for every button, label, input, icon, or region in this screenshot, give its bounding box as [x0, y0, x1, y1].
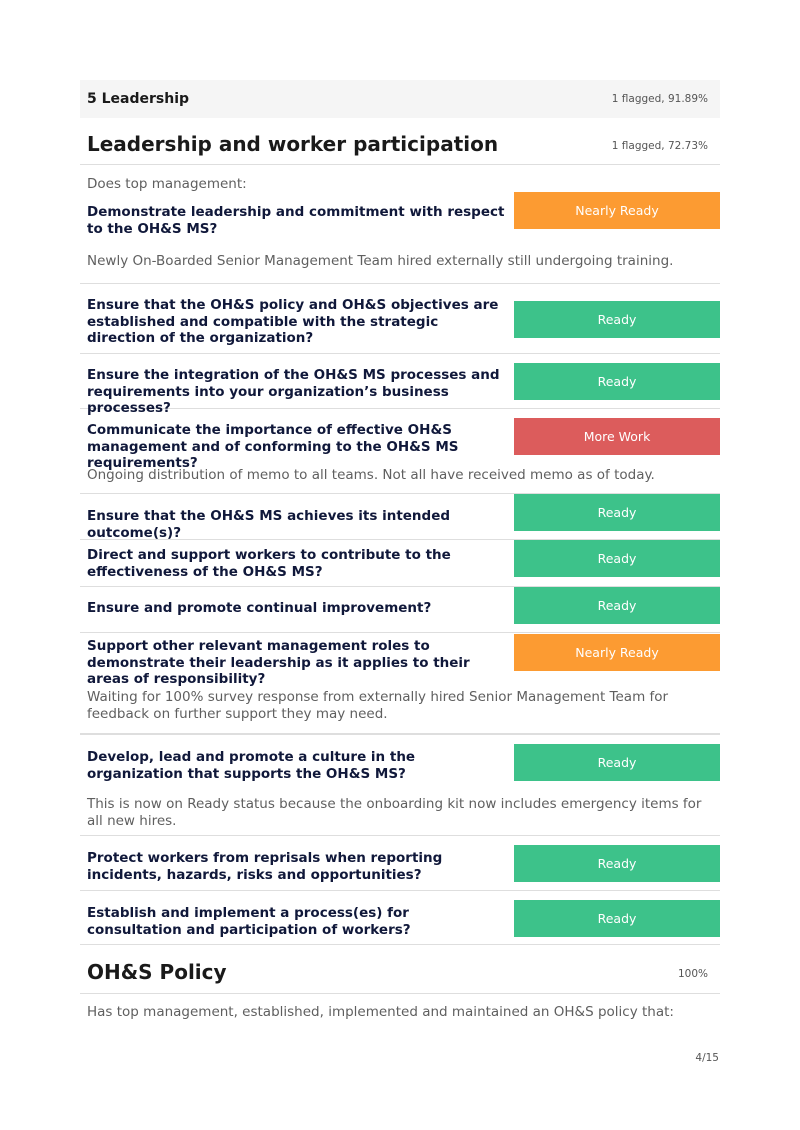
- page-number: 4/15: [695, 1052, 719, 1064]
- policy-score: 100%: [677, 968, 708, 980]
- question-text: Demonstrate leadership and commitment with respect to the OH&S MS?: [87, 204, 505, 237]
- status-badge-ready[interactable]: Ready: [514, 900, 720, 937]
- question-row: [80, 633, 720, 687]
- status-badge-ready[interactable]: Ready: [514, 494, 720, 531]
- status-badge-ready[interactable]: Ready: [514, 587, 720, 624]
- question-text: Ensure and promote continual improvement?: [87, 600, 432, 616]
- question-text: Protect workers from reprisals when reporting incidents, hazards, risks and opportunities?: [87, 850, 443, 883]
- question-text: Ensure that the OH&S policy and OH&S objectives are established and compatible with the strategic direction of the organization?: [87, 297, 499, 346]
- policy-header: [80, 945, 720, 994]
- question-text: Ensure that the OH&S MS achieves its intended outcome(s)?: [87, 508, 451, 541]
- question-text: Develop, lead and promote a culture in the organization that supports the OH&S MS?: [87, 749, 416, 782]
- question-row: [80, 354, 720, 416]
- question-row: [80, 540, 720, 587]
- question-row: [80, 735, 720, 790]
- policy-intro: Has top management, established, implemented and maintained an OH&S policy that:: [87, 1004, 674, 1020]
- question-row: [80, 284, 720, 354]
- question-text: Communicate the importance of effective OH&S management and of conforming to the OH&S MS requirements?: [87, 422, 459, 471]
- policy-title: OH&S Policy: [87, 960, 227, 984]
- report-page-content: [80, 80, 720, 1020]
- question-row: [80, 891, 720, 945]
- status-badge-more-work[interactable]: More Work: [514, 418, 720, 455]
- section-score: 1 flagged, 91.89%: [611, 93, 708, 105]
- status-badge-ready[interactable]: Ready: [514, 845, 720, 882]
- question-note: Waiting for 100% survey response from externally hired Senior Management Team for feedback on further support they may need.: [80, 680, 720, 735]
- question-note: This is now on Ready status because the onboarding kit now includes emergency items for all new hires.: [80, 790, 720, 836]
- status-badge-ready[interactable]: Ready: [514, 363, 720, 400]
- question-text: Support other relevant management roles to demonstrate their leadership as it applies to their areas of responsibility?: [87, 638, 470, 687]
- status-badge-ready[interactable]: Ready: [514, 744, 720, 781]
- question-text: Direct and support workers to contribute to the effectiveness of the OH&S MS?: [87, 547, 451, 580]
- question-note: Ongoing distribution of memo to all teams. Not all have received memo as of today.: [80, 465, 720, 494]
- question-row: [80, 494, 720, 540]
- status-badge-nearly-ready[interactable]: Nearly Ready: [514, 634, 720, 671]
- subsection-score: 1 flagged, 72.73%: [611, 140, 708, 152]
- subsection-header: [80, 118, 720, 165]
- question-text: Establish and implement a process(es) for consultation and participation of workers?: [87, 905, 411, 938]
- question-row: [80, 587, 720, 633]
- question-row: [80, 200, 720, 245]
- subsection-title: Leadership and worker participation: [87, 132, 499, 156]
- question-row: [80, 836, 720, 891]
- question-note: Newly On-Boarded Senior Management Team hired externally still undergoing training.: [80, 245, 720, 284]
- question-text: Ensure the integration of the OH&S MS processes and requirements into your organization’s business processes?: [87, 367, 500, 416]
- status-badge-ready[interactable]: Ready: [514, 301, 720, 338]
- intro-text: Does top management:: [87, 176, 247, 192]
- status-badge-nearly-ready[interactable]: Nearly Ready: [514, 192, 720, 229]
- question-row: [80, 409, 720, 471]
- status-badge-ready[interactable]: Ready: [514, 540, 720, 577]
- section-header: [80, 80, 720, 118]
- section-title: 5 Leadership: [87, 91, 190, 107]
